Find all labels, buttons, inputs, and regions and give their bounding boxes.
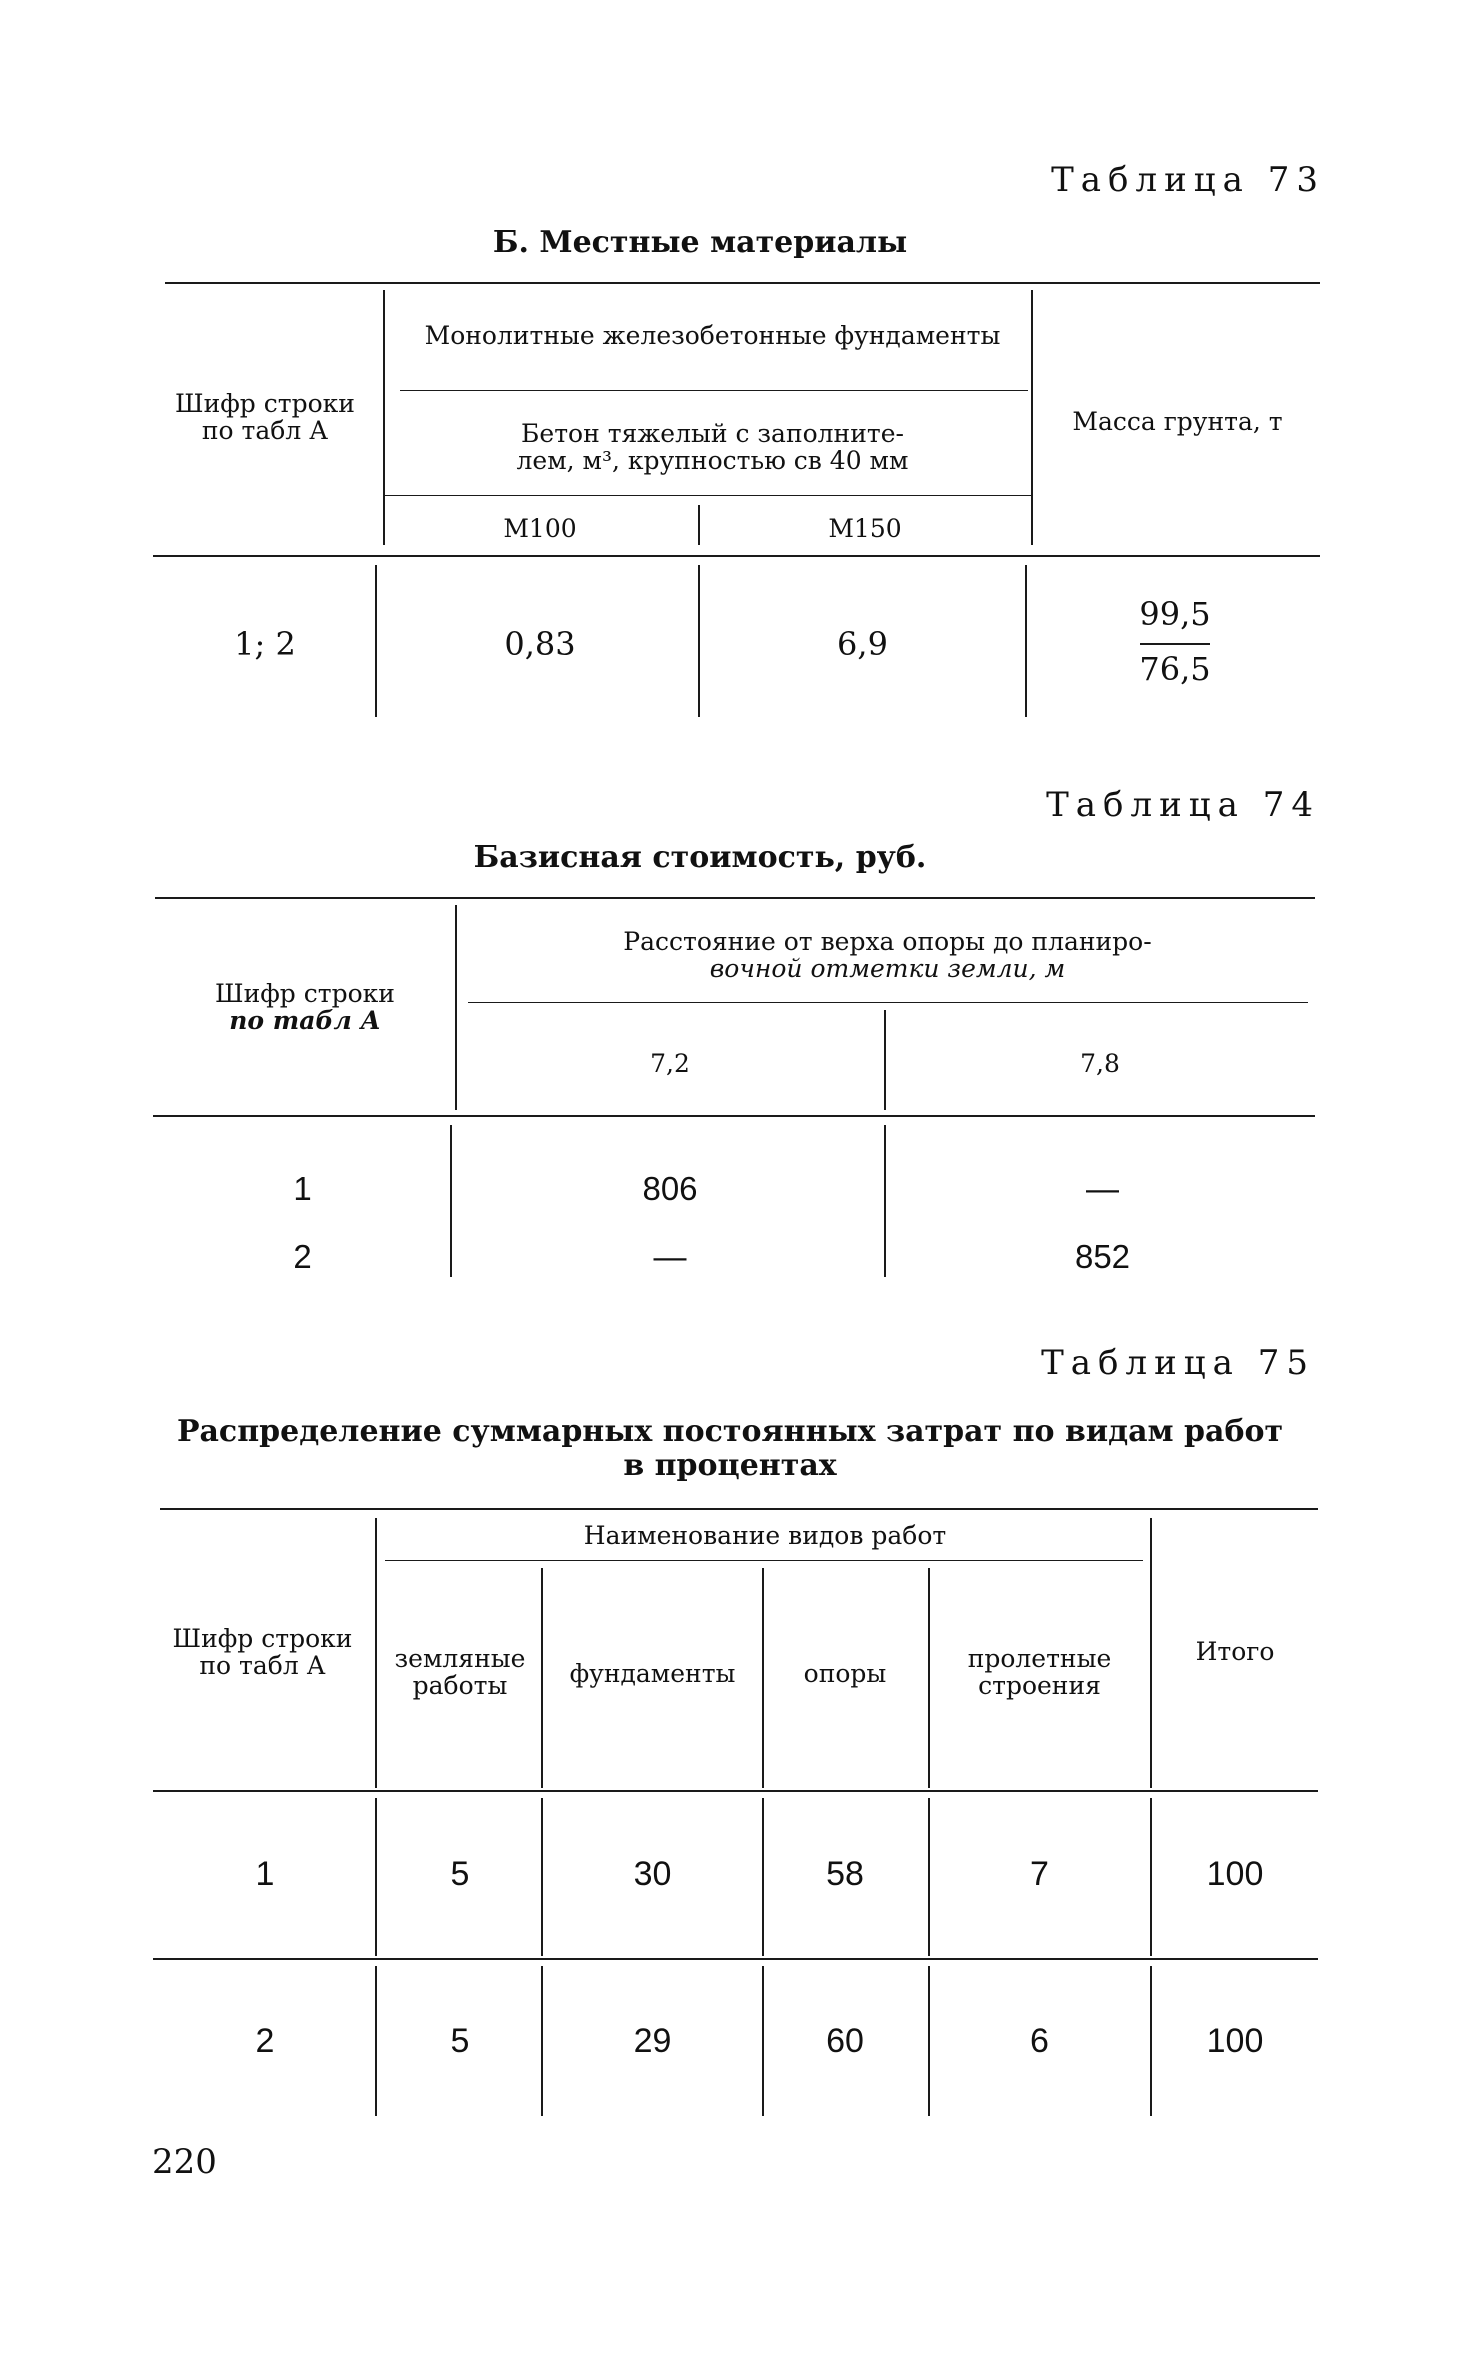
table-73-group-header: Монолитные железобетонные фундаменты bbox=[424, 321, 1001, 350]
table-74-title: Базисная стоимость, руб. bbox=[473, 840, 927, 875]
table-75-row-1-spans: 7 bbox=[1030, 1855, 1049, 1893]
table-75-divider bbox=[541, 1966, 543, 2116]
table-73-fraction-line bbox=[1140, 643, 1210, 645]
table-75-divider bbox=[1150, 1518, 1152, 1788]
table-75-row-2-total: 100 bbox=[1206, 2022, 1264, 2060]
table-73-row-m100: 0,83 bbox=[504, 625, 576, 663]
table-73-grade-divider bbox=[698, 505, 700, 545]
table-75-header-rule bbox=[153, 1790, 1318, 1792]
table-75-divider bbox=[375, 1966, 377, 2116]
table-75-divider bbox=[1150, 1798, 1152, 1956]
table-73-row-m150: 6,9 bbox=[837, 625, 888, 663]
table-73-divider bbox=[1025, 565, 1027, 717]
table-73-divider bbox=[375, 565, 377, 717]
table-73-title: Б. Местные материалы bbox=[492, 225, 908, 260]
table-75-divider bbox=[762, 1568, 764, 1788]
table-74-top-rule bbox=[155, 897, 1315, 899]
table-75-divider bbox=[928, 1798, 930, 1956]
table-74-row-2-72: — bbox=[653, 1238, 687, 1275]
table-75-col-spans: пролетные строения bbox=[967, 1644, 1112, 1700]
table-75-row-rule bbox=[153, 1958, 1318, 1960]
table-75-row-2-code: 2 bbox=[255, 2022, 275, 2060]
table-74-distance-divider bbox=[884, 1010, 886, 1110]
table-75-code-header: Шифр строки по табл А bbox=[172, 1624, 353, 1680]
table-75-divider bbox=[762, 1966, 764, 2116]
table-73-top-rule bbox=[165, 282, 1320, 284]
table-75-col-supports: опоры bbox=[803, 1659, 887, 1688]
table-75-divider bbox=[1150, 1966, 1152, 2116]
table-75-row-1-foundations: 30 bbox=[633, 1855, 672, 1893]
table-75-row-2-spans: 6 bbox=[1030, 2022, 1049, 2060]
table-75-divider bbox=[375, 1518, 377, 1788]
table-74-row-2-78: 852 bbox=[1074, 1238, 1131, 1275]
table-73-label: Таблица 73 bbox=[1051, 160, 1325, 200]
table-73-divider bbox=[698, 565, 700, 717]
table-74-divider bbox=[455, 905, 457, 1110]
table-75-divider bbox=[928, 1966, 930, 2116]
table-74-distance-72: 7,2 bbox=[650, 1049, 690, 1078]
table-73-mass-header: Масса грунта, т bbox=[1072, 407, 1283, 436]
table-75-row-1-supports: 58 bbox=[826, 1855, 864, 1893]
table-75-divider bbox=[928, 1568, 930, 1788]
table-73-code-header: Шифр строки по табл А bbox=[175, 389, 355, 445]
page-number: 220 bbox=[152, 2142, 217, 2182]
table-74-code-header: Шифр строки по табл А bbox=[215, 979, 395, 1035]
table-74-row-1-78: — bbox=[1086, 1170, 1119, 1207]
table-75-row-1-code: 1 bbox=[255, 1855, 275, 1893]
table-74-header-rule bbox=[153, 1115, 1315, 1117]
table-75-row-2-foundations: 29 bbox=[633, 2022, 672, 2060]
table-75-row-2-supports: 60 bbox=[826, 2022, 864, 2060]
table-74-row-1-code: 1 bbox=[293, 1170, 312, 1207]
table-73-row-mass-bottom: 76,5 bbox=[1139, 650, 1211, 688]
table-75-col-earthworks: земляные работы bbox=[394, 1644, 526, 1700]
table-75-row-1-earthworks: 5 bbox=[450, 1855, 470, 1893]
table-73-divider bbox=[1031, 290, 1033, 545]
table-73-sub-rule bbox=[385, 495, 1031, 496]
table-74-group-header: Расстояние от верха опоры до планиро- вочной отметки земли, м bbox=[623, 927, 1152, 983]
table-74-divider bbox=[450, 1125, 452, 1277]
table-74-row-1-72: 806 bbox=[642, 1170, 698, 1207]
table-75-divider bbox=[541, 1568, 543, 1788]
table-74-divider bbox=[884, 1125, 886, 1277]
table-74-group-rule bbox=[468, 1002, 1308, 1003]
table-73-row-code: 1; 2 bbox=[234, 625, 296, 663]
table-73-group-rule bbox=[400, 390, 1028, 391]
table-75-group-header: Наименование видов работ bbox=[583, 1521, 947, 1550]
table-75-label: Таблица 75 bbox=[1041, 1343, 1315, 1383]
table-75-col-foundations: фундаменты bbox=[569, 1659, 736, 1688]
table-75-row-2-earthworks: 5 bbox=[450, 2022, 470, 2060]
table-75-divider bbox=[762, 1798, 764, 1956]
table-75-row-1-total: 100 bbox=[1206, 1855, 1264, 1893]
table-73-grade-m150: М150 bbox=[828, 514, 902, 543]
table-75-divider bbox=[375, 1798, 377, 1956]
table-75-top-rule bbox=[160, 1508, 1318, 1510]
table-73-grade-m100: М100 bbox=[503, 514, 577, 543]
table-73-row-mass-top: 99,5 bbox=[1139, 595, 1211, 633]
table-75-col-total: Итого bbox=[1195, 1637, 1275, 1666]
table-73-header-rule bbox=[153, 555, 1320, 557]
table-73-sub-header: Бетон тяжелый с заполните- лем, м³, крупностью св 40 мм bbox=[516, 419, 909, 475]
table-75-divider bbox=[541, 1798, 543, 1956]
table-74-row-2-code: 2 bbox=[293, 1238, 312, 1275]
table-74-distance-78: 7,8 bbox=[1080, 1049, 1120, 1078]
table-74-label: Таблица 74 bbox=[1046, 785, 1320, 825]
table-75-title: Распределение суммарных постоянных затрат по видам работ в процентах bbox=[176, 1414, 1284, 1483]
table-73-divider bbox=[383, 290, 385, 545]
table-75-group-rule bbox=[385, 1560, 1143, 1561]
